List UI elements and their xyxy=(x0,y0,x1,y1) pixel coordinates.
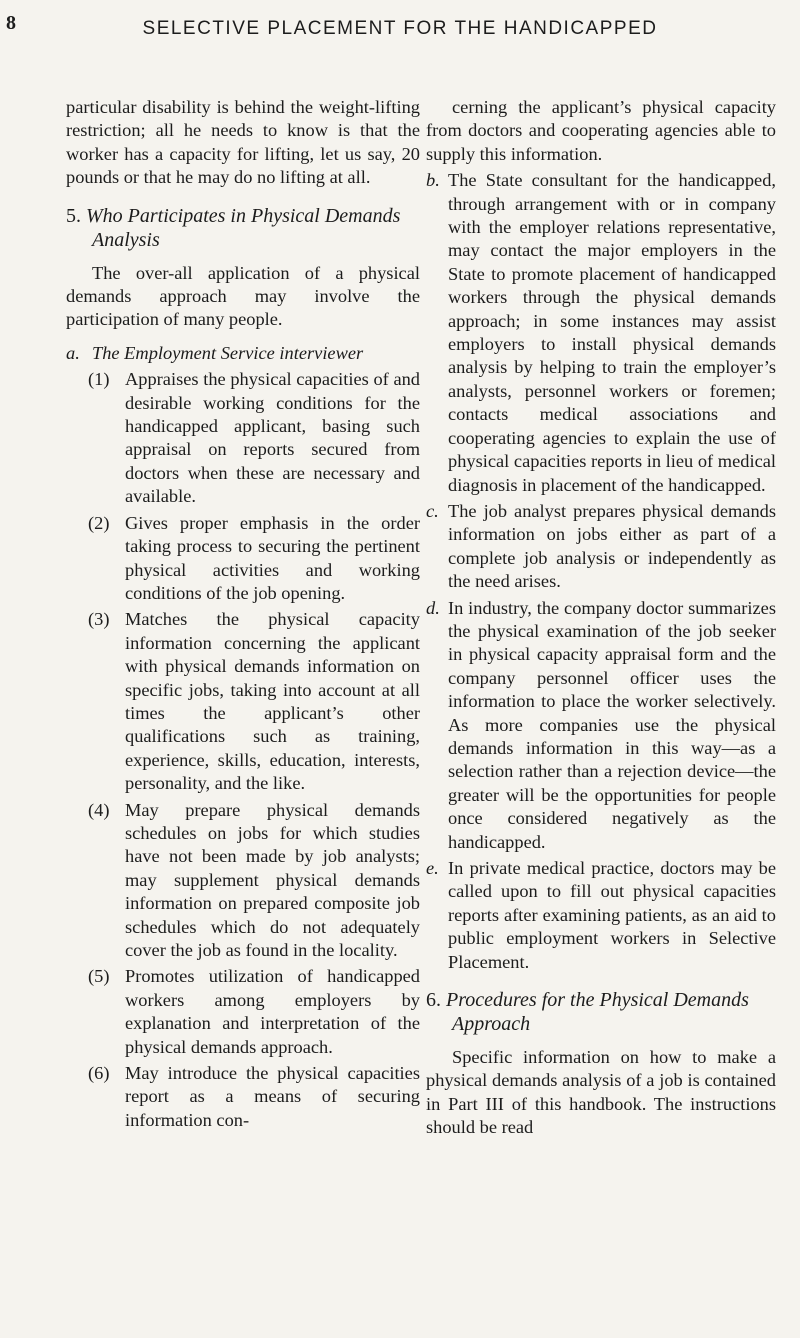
running-head: SELECTIVE PLACEMENT FOR THE HANDICAPPED xyxy=(142,18,658,39)
section-6-number: 6. xyxy=(426,989,441,1012)
page-number: 8 xyxy=(6,12,16,34)
item-text: In private medical practice, doctors may be called upon to fill out physical capacities reports after examining patients, as an aid to public employment workers in Selective Placement. xyxy=(448,858,776,972)
section-5-heading xyxy=(66,204,420,252)
subitem-4 xyxy=(66,799,420,963)
subitem-3 xyxy=(66,608,420,795)
subitem-text: May prepare physical demands schedules on jobs for which studies have not been made by job analysts; may supplement physical demands information on prepared composite job schedules which do not adequately cover the job as found in the locality. xyxy=(125,799,420,960)
item-label: e. xyxy=(426,858,439,878)
subitem-label: (1) xyxy=(88,369,110,390)
item-label: b. xyxy=(426,170,440,191)
section-6-heading xyxy=(426,988,776,1036)
subitem-text: Matches the physical capacity information concerning the applicant with physical demands information on specific jobs, taking into account at all times the applicant’s other qualifications such as training, experience, skills, education, interests, personality, and the like. xyxy=(125,609,420,794)
item-b xyxy=(426,169,776,497)
subitem-6 xyxy=(66,1062,420,1132)
item-a-title: The Employment Service interviewer xyxy=(92,342,364,363)
section-5-title: Who Participates in Physical Demands Analysis xyxy=(86,204,401,251)
subitem-text: Gives proper emphasis in the order taking process to securing the pertinent physical activities and working conditions of the job opening. xyxy=(125,512,420,603)
item-text: The job analyst prepares physical demands information on jobs either as part of a complete job analysis or independently as the need arises. xyxy=(448,500,776,592)
section-6-title: Procedures for the Physical Demands Approach xyxy=(446,989,749,1036)
item-d xyxy=(426,597,776,854)
item-label: d. xyxy=(426,597,440,618)
intro-paragraph: particular disability is behind the weight-lifting restriction; all he needs to know is that the worker has a capacity for lifting, let us say, 20 pounds or that he may do no lifting at all. xyxy=(66,97,420,188)
subitem-label: (3) xyxy=(88,609,110,630)
section-5-number: 5. xyxy=(66,204,81,227)
item-text: In industry, the company doctor summarizes the physical examination of the job seeker in physical capacity appraisal form and the company personnel officer uses the information to place the worker selectively. As more companies use the physical demands information in this way—as a selection rather than a rejection device—the greater will be the opportunities for people once considered negatively as the handicapped. xyxy=(448,597,776,852)
left-column xyxy=(66,96,420,1132)
right-column xyxy=(426,96,776,1140)
subitem-label: (5) xyxy=(88,966,110,987)
subitem-5 xyxy=(66,965,420,1059)
subitem-text: May introduce the physical capacities report as a means of securing information con- xyxy=(125,1063,420,1130)
section-5-paragraph: The over-all application of a physical demands approach may involve the participation of many people. xyxy=(66,262,420,330)
continuation-paragraph: cerning the applicant’s physical capacity from doctors and cooperating agencies able to supply this information. xyxy=(426,97,776,164)
item-a-label: a. xyxy=(66,342,80,363)
subitem-label: (2) xyxy=(88,512,110,533)
item-a xyxy=(66,342,420,365)
item-label: c. xyxy=(426,500,439,521)
item-e xyxy=(426,857,776,974)
item-text: The State consultant for the handicapped, through arrangement with or in company with the employer relations representative, may contact the major employers in the State to promote placement of handicapped workers through the physical demands approach; in some instances may assist employers to install physical demands analysis by helping to train the employer’s analysts, personnel workers or foremen; contacts medical associations and cooperating agencies to explain the use of physical capacities reports in lieu of medical diagnosis in placement of the handicapped. xyxy=(448,170,776,495)
subitem-label: (6) xyxy=(88,1063,110,1084)
subitem-text: Promotes utilization of handicapped workers among employers by explanation and interpretation of the physical demands approach. xyxy=(125,966,420,1057)
item-c xyxy=(426,500,776,594)
subitem-1 xyxy=(66,368,420,508)
subitem-2 xyxy=(66,512,420,606)
subitem-text: Appraises the physical capacities of and desirable working conditions for the handicapped applicant, basing such appraisal on reports secured from doctors when these are necessary and available. xyxy=(125,369,420,507)
section-6-paragraph: Specific information on how to make a physical demands analysis of a job is contained in Part III of this handbook. The instructions should be read xyxy=(426,1047,776,1138)
subitem-label: (4) xyxy=(88,799,110,820)
